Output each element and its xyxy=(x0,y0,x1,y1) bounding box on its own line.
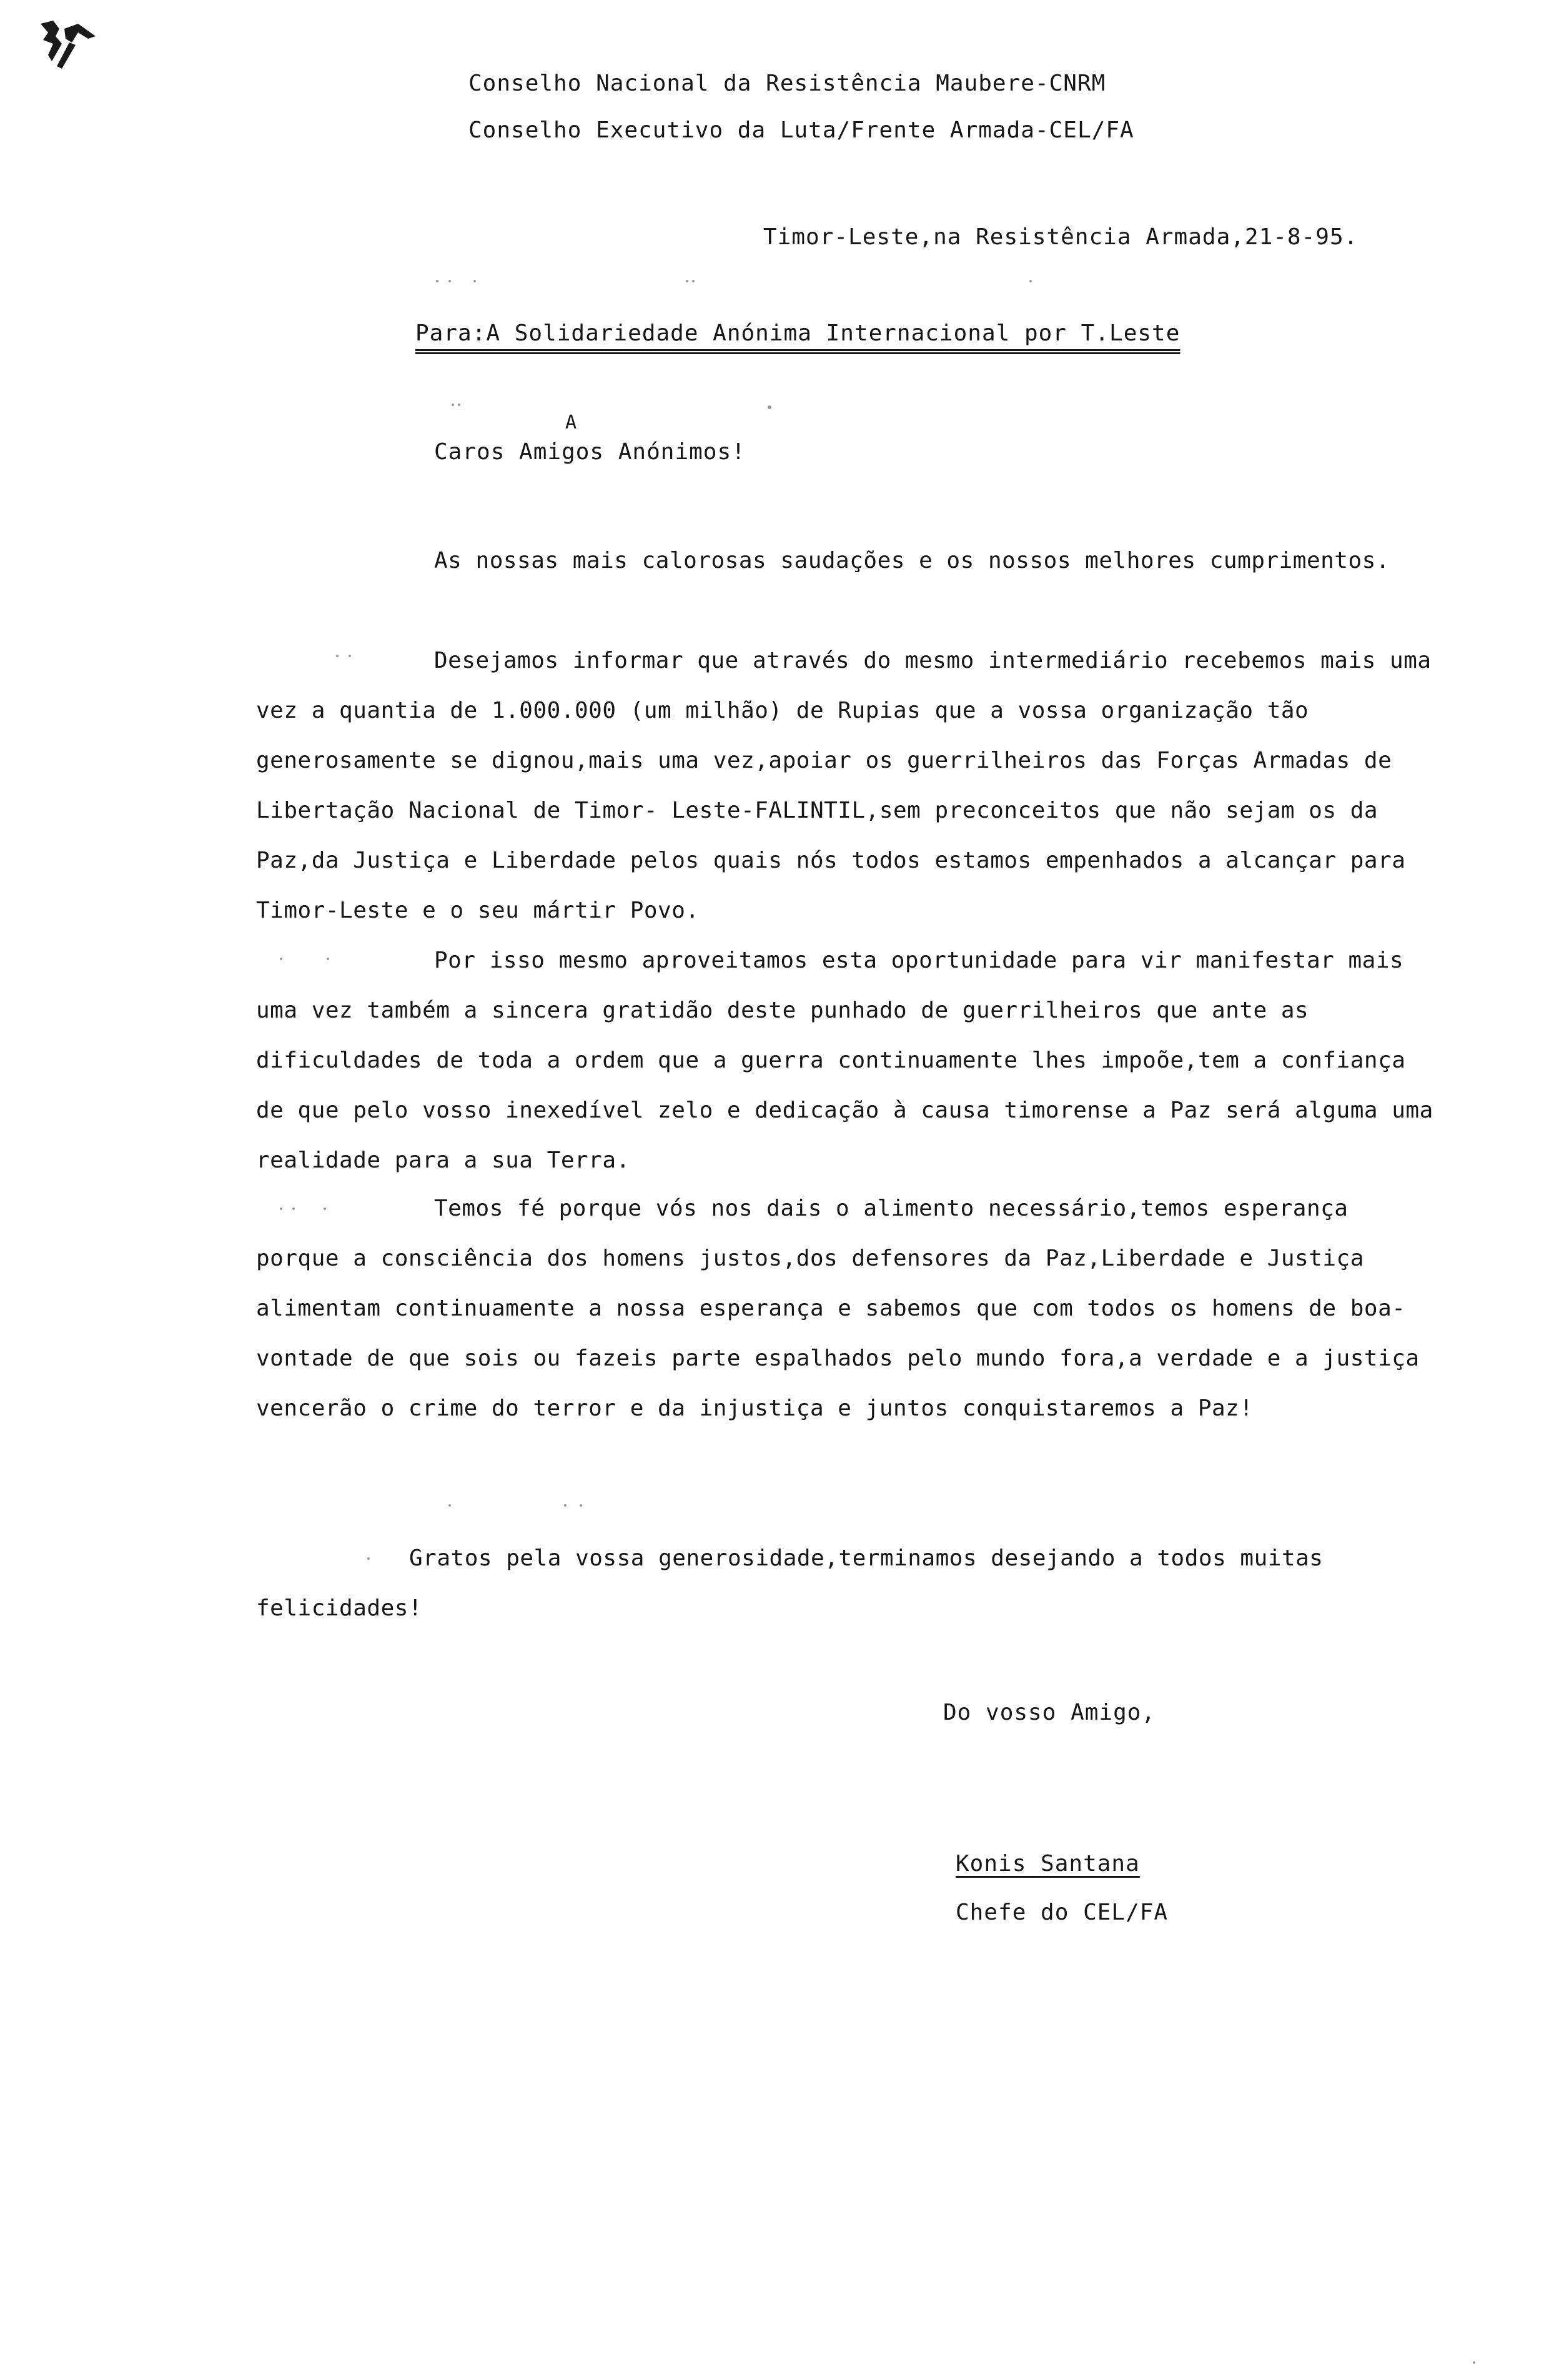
salutation-accent-mark: A xyxy=(565,412,577,434)
body-paragraph-4: Temos fé porque vós nos dais o alimento necessário,temos esperança porque a consciência dos homens justos,dos defensores da Paz,Liberdade e Justiça alimentam continuamente a nossa esperança e sabemos que com todos os homens de boa-vontade de que sois ou fazeis parte espalhados pelo mundo fora,a verdade e a justiça vencerão o crime do terror e da injustiça e juntos conquistaremos a Paz! xyxy=(256,1196,1420,1421)
body-paragraph-2: Desejamos informar que através do mesmo intermediário recebemos mais uma vez a quantia de 1.000.000 (um milhão) de Rupias que a vossa organização tão generosamente se dignou,mais uma vez,apoiar os guerrilheiros das Forças Armadas de Libertação Nacional de Timor- Leste-FALINTIL,sem preconceitos que não sejam os da Paz,da Justiça e Liberdade pelos quais nós todos estamos empenhados a alcançar para Timor-Leste e o seu mártir Povo. xyxy=(256,648,1432,923)
salutation: Caros Amigos Anónimos! xyxy=(434,439,746,465)
addressee-line: Para:A Solidariedade Anónima Internacional por T.Leste xyxy=(415,320,1180,346)
closing-line: Do vosso Amigo, xyxy=(943,1700,1156,1725)
dateline: Timor-Leste,na Resistência Armada,21-8-95. xyxy=(763,224,1359,250)
body-paragraph-5: Gratos pela vossa generosidade,terminamos desejando a todos muitas felicidades! xyxy=(256,1545,1324,1621)
letterhead-line-2: Conselho Executivo da Luta/Frente Armada-CEL/FA xyxy=(468,117,1134,143)
body-paragraph-1: As nossas mais calorosas saudações e os nossos melhores cumprimentos. xyxy=(434,548,1390,573)
signature-name: Konis Santana xyxy=(956,1851,1140,1877)
signature-title: Chefe do CEL/FA xyxy=(956,1900,1169,1925)
letterhead-line-1: Conselho Nacional da Resistência Maubere-CNRM xyxy=(468,71,1106,96)
body-paragraph-3: Por isso mesmo aproveitamos esta oportunidade para vir manifestar mais uma vez também a sincera gratidão deste punhado de guerrilheiros que ante as dificuldades de toda a ordem que a guerra continuamente lhes impoõe,tem a confiança de que pelo vosso inexedível zelo e dedicação à causa timorense a Paz será alguma uma realidade para a sua Terra. xyxy=(256,948,1433,1173)
